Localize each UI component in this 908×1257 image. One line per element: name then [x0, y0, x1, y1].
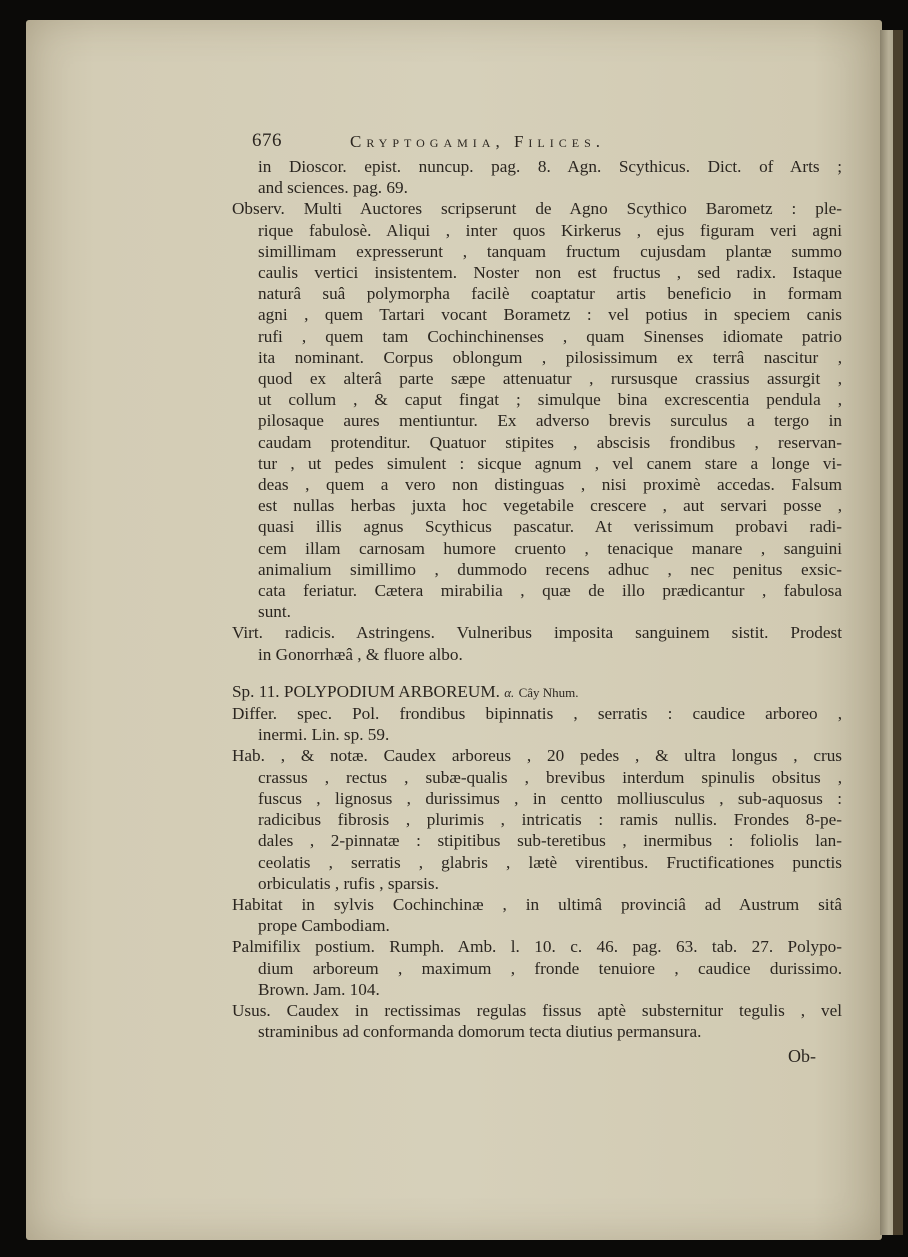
text-line: in Gonorrhæâ , & fluore albo.: [258, 644, 463, 664]
observation-paragraphs: [232, 156, 842, 665]
text-line: Usus. Caudex in rectissimas regulas fissus aptè substernitur tegulis , vel: [232, 1000, 842, 1020]
text-line: naturâ suâ polymorpha facilè coaptatur artis beneficio in formam: [258, 284, 842, 304]
binding-strip: [893, 30, 903, 1235]
text-line: fuscus , lignosus , durissimus , in centto molliusculus , sub-aquosus :: [258, 788, 842, 808]
text-line: and sciences. pag. 69.: [258, 178, 408, 198]
text-line: orbiculatis , rufis , sparsis.: [258, 873, 439, 893]
species-heading: Sp. 11. POLYPODIUM ARBOREUM. α. Cây Nhum.: [232, 681, 579, 701]
text-line: rique fabulosè. Aliqui , inter quos Kirkerus , ejus figuram veri agni: [258, 220, 842, 240]
text-line: cem illam carnosam humore cruento , tenacique manare , sanguini: [258, 538, 842, 558]
text-line: pilosaque aures mentiuntur. Ex adverso brevis surculus a tergo in: [258, 411, 842, 431]
page-number: 676: [252, 130, 282, 151]
text-line: Hab. , & notæ. Caudex arboreus , 20 pedes , & ultra longus , crus: [232, 746, 842, 766]
text-line: quasi illis agnus Scythicus pascatur. At verissimum probavi radi-: [258, 517, 842, 537]
text-line: Virt. radicis. Astringens. Vulneribus imposita sanguinem sistit. Prodest: [232, 623, 842, 643]
text-line: caulis vertici insistentem. Noster non est fructus , sed radix. Istaque: [258, 263, 842, 283]
text-line: prope Cambodiam.: [258, 916, 390, 936]
text-line: simillimam expresserunt , tanquam fructum cujusdam plantæ summo: [258, 241, 842, 261]
text-line: est nullas herbas juxta hoc vegetabile crescere , aut servari posse ,: [258, 496, 842, 516]
page-text-block: [232, 130, 842, 1042]
text-line: cata feriatur. Cætera mirabilia , quæ de illo prædicantur , fabulosa: [258, 581, 842, 601]
text-line: Brown. Jam. 104.: [258, 979, 380, 999]
text-line: rufi , quem tam Cochinchinenses , quam Sinenses idiomate patrio: [258, 326, 842, 346]
text-line: straminibus ad conformanda domorum tecta diutius permansura.: [258, 1022, 702, 1042]
text-line: ceolatis , serratis , glabris , lætè virentibus. Fructificationes punctis: [258, 852, 842, 872]
text-line: Observ. Multi Auctores scripserunt de Agno Scythico Barometz : ple-: [232, 199, 842, 219]
catchword: Ob-: [788, 1046, 816, 1066]
text-line: inermi. Lin. sp. 59.: [258, 725, 390, 745]
text-line: dium arboreum , maximum , fronde tenuiore , caudice durissimo.: [258, 958, 842, 978]
text-line: caudam protenditur. Quatuor stipites , abscisis frondibus , reservan-: [258, 432, 842, 452]
text-line: tur , ut pedes simulent : sicque agnum , vel canem stare a longe vi-: [258, 453, 842, 473]
text-line: agni , quem Tartari vocant Borametz : vel potius in speciem canis: [258, 305, 842, 325]
text-line: animalium simillimo , dummodo recens adhuc , nec penitus exsic-: [258, 559, 842, 579]
text-line: sunt.: [258, 602, 291, 622]
text-line: Differ. spec. Pol. frondibus bipinnatis , serratis : caudice arboreo ,: [232, 704, 842, 724]
text-line: crassus , rectus , subæ-qualis , brevibus interdum spinulis obsitus ,: [258, 767, 842, 787]
text-line: quod ex alterâ parte sæpe attenuatur , rursusque crassius assurgit ,: [258, 369, 842, 389]
text-line: deas , quem a vero non distinguas , nisi proximè accedas. Falsum: [258, 475, 842, 495]
running-title: Cryptogamia, Filices.: [350, 132, 605, 151]
text-line: Habitat in sylvis Cochinchinæ , in ultimâ provinciâ ad Austrum sitâ: [232, 894, 842, 914]
text-line: ita nominant. Corpus oblongum , pilosissimum ex terrâ nascitur ,: [258, 347, 842, 367]
text-line: Palmifilix postium. Rumph. Amb. l. 10. c. 46. pag. 63. tab. 27. Polypo-: [232, 937, 842, 957]
text-line: in Dioscor. epist. nuncup. pag. 8. Agn. Scythicus. Dict. of Arts ;: [258, 157, 842, 176]
text-line: ut collum , & caput fingat ; simulque bina excrescentia pendula ,: [258, 390, 842, 410]
text-line: radicibus fibrosis , plurimis , intricatis : ramis nullis. Frondes 8-pe-: [258, 810, 842, 830]
page-header: [232, 130, 842, 156]
species-description: [232, 703, 842, 1042]
text-line: dales , 2-pinnatæ : stipitibus sub-teretibus , inermibus : foliolis lan-: [258, 831, 842, 851]
